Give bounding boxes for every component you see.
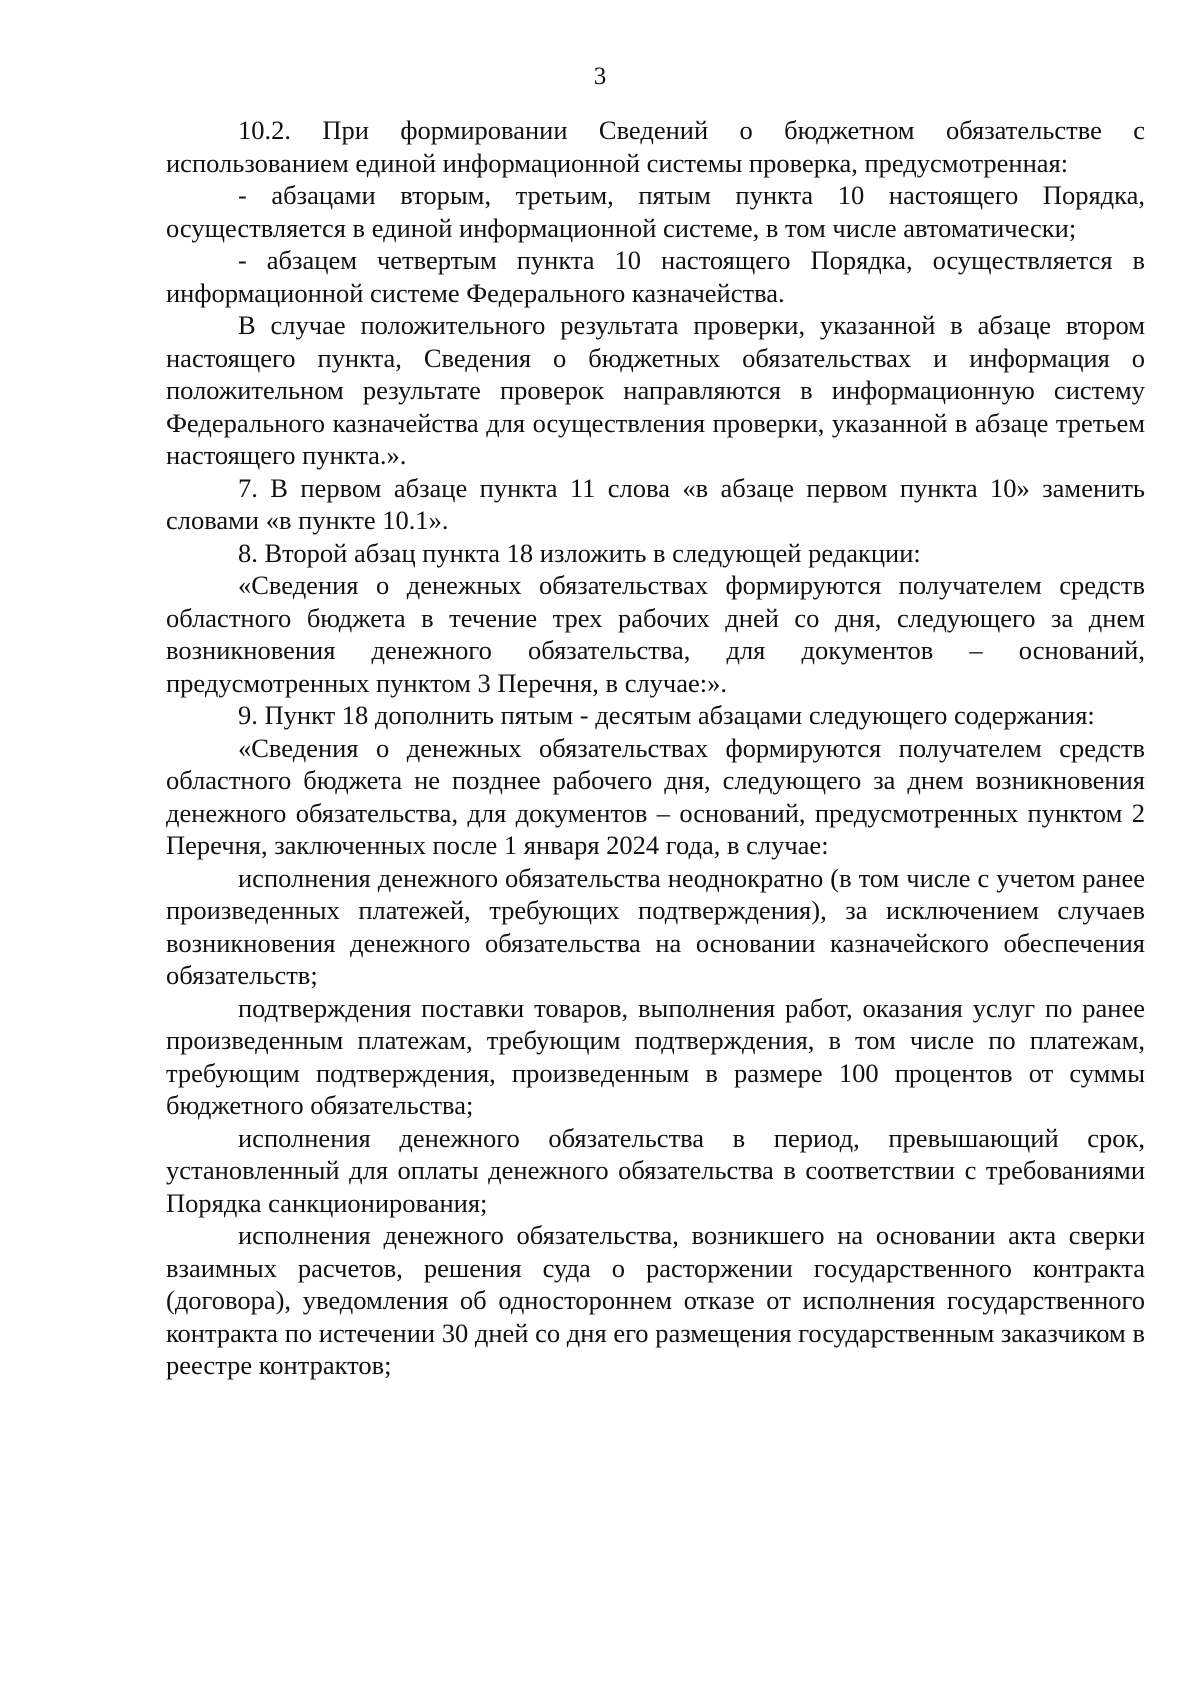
paragraph-item-8-quote: «Сведения о денежных обязательствах формируются получателем средств областного бюджета в течение трех рабочих дней со дня, следующего за днем возникновения денежного обязательства, для документов – оснований, предусмотренных пунктом 3 Перечня, в случае:».	[166, 570, 1145, 698]
paragraph-list-item-1: - абзацами вторым, третьим, пятым пункта 10 настоящего Порядка, осуществляется в единой информационной системе, в том числе автоматически;	[166, 180, 1145, 243]
paragraph-item-8: 8. Второй абзац пункта 18 изложить в следующей редакции:	[238, 537, 921, 568]
paragraph-10-2: 10.2. При формировании Сведений о бюджетном обязательстве с использованием единой информационной системы проверка, предусмотренная:	[166, 115, 1145, 178]
paragraph-positive-result: В случае положительного результата проверки, указанной в абзаце втором настоящего пункта, Сведения о бюджетных обязательствах и информация о положительном результате проверок направляются в информационную систему Федерального казначейства для осуществления проверки, указанной в абзаце третьем настоящего пункта.».	[166, 310, 1145, 470]
paragraph-case-4: исполнения денежного обязательства, возникшего на основании акта сверки взаимных расчетов, решения суда о расторжении государственного контракта (договора), уведомления об одностороннем отказе от исполнения государственного контракта по истечении 30 дней со дня его размещения государственным заказчиком в реестре контрактов;	[166, 1220, 1145, 1380]
paragraph-list-item-2: - абзацем четвертым пункта 10 настоящего Порядка, осуществляется в информационной системе Федерального казначейства.	[166, 245, 1145, 308]
document-body	[166, 114, 1145, 1382]
paragraph-case-2: подтверждения поставки товаров, выполнения работ, оказания услуг по ранее произведенным платежам, требующим подтверждения, в том числе по платежам, требующим подтверждения, произведенным в размере 100 процентов от суммы бюджетного обязательства;	[166, 992, 1145, 1120]
paragraph-item-7: 7. В первом абзаце пункта 11 слова «в абзаце первом пункта 10» заменить словами «в пункте 10.1».	[166, 472, 1145, 535]
paragraph-item-9: 9. Пункт 18 дополнить пятым - десятым абзацами следующего содержания:	[238, 700, 1095, 730]
paragraph-case-3: исполнения денежного обязательства в период, превышающий срок, установленный для оплаты денежного обязательства в соответствии с требованиями Порядка санкционирования;	[166, 1122, 1145, 1218]
page-number: 3	[593, 63, 607, 90]
paragraph-case-1: исполнения денежного обязательства неоднократно (в том числе с учетом ранее произведенных платежей, требующих подтверждения), за исключением случаев возникновения денежного обязательства на основании казначейского обеспечения обязательств;	[166, 862, 1145, 990]
paragraph-item-9-quote: «Сведения о денежных обязательствах формируются получателем средств областного бюджета не позднее рабочего дня, следующего за днем возникновения денежного обязательства, для документов – оснований, предусмотренных пунктом 2 Перечня, заключенных после 1 января 2024 года, в случае:	[166, 732, 1145, 860]
